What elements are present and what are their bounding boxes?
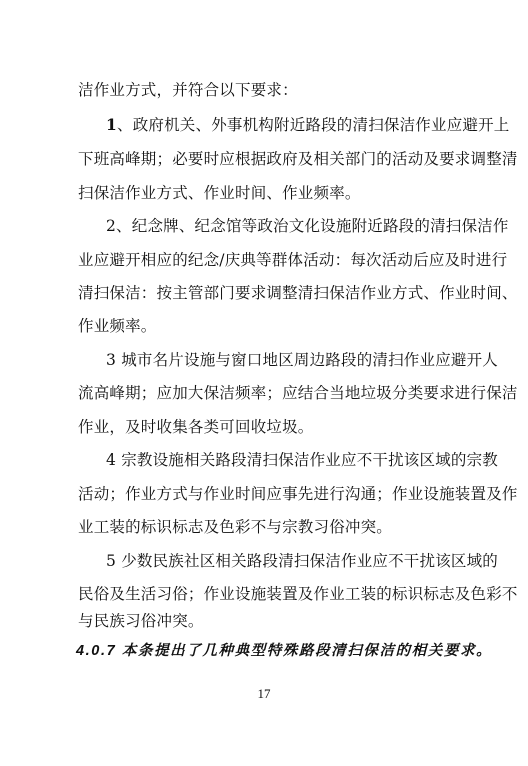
section-heading: 4.0.7 本条提出了几种典型特殊路段清扫保洁的相关要求。 xyxy=(76,643,493,659)
text-line-8: 作业频率。 xyxy=(78,317,157,335)
text-line-15: 5 少数民族社区相关路段清扫保洁作业应不干扰该区域的 xyxy=(106,552,498,570)
text-line-1: 洁作业方式，并符合以下要求： xyxy=(78,81,298,99)
text-line-6: 业应避开相应的纪念/庆典等群体活动：每次活动后应及时进行 xyxy=(78,251,508,269)
text-line-7: 清扫保洁：按主管部门要求调整清扫保洁作业方式、作业时间、 xyxy=(78,284,518,302)
text-line-2 xyxy=(106,115,510,135)
text-line-11: 作业，及时收集各类可回收垃圾。 xyxy=(78,418,314,436)
text-line-14: 业工装的标识标志及色彩不与宗教习俗冲突。 xyxy=(78,518,393,536)
item-1-text: 、政府机关、外事机构附近路段的清扫保洁作业应避开上 xyxy=(117,116,510,134)
text-line-9: 3 城市名片设施与窗口地区周边路段的清扫作业应避开人 xyxy=(106,351,498,369)
text-line-3: 下班高峰期；必要时应根据政府及相关部门的活动及要求调整清 xyxy=(78,150,518,168)
text-line-10: 流高峰期；应加大保洁频率；应结合当地垃圾分类要求进行保洁 xyxy=(78,384,518,402)
text-line-5: 2、纪念牌、纪念馆等政治文化设施附近路段的清扫保洁作 xyxy=(106,217,509,235)
page-number: 17 xyxy=(257,686,271,701)
text-line-12: 4 宗教设施相关路段清扫保洁作业应不干扰该区域的宗教 xyxy=(106,451,498,469)
text-line-13: 活动；作业方式与作业时间应事先进行沟通；作业设施装置及作 xyxy=(78,485,518,503)
item-1-number: 1 xyxy=(106,115,117,134)
text-line-17: 与民族习俗冲突。 xyxy=(78,612,204,630)
text-line-4: 扫保洁作业方式、作业时间、作业频率。 xyxy=(78,184,361,202)
text-line-16: 民俗及生活习俗；作业设施装置及作业工装的标识标志及色彩不 xyxy=(78,585,518,603)
